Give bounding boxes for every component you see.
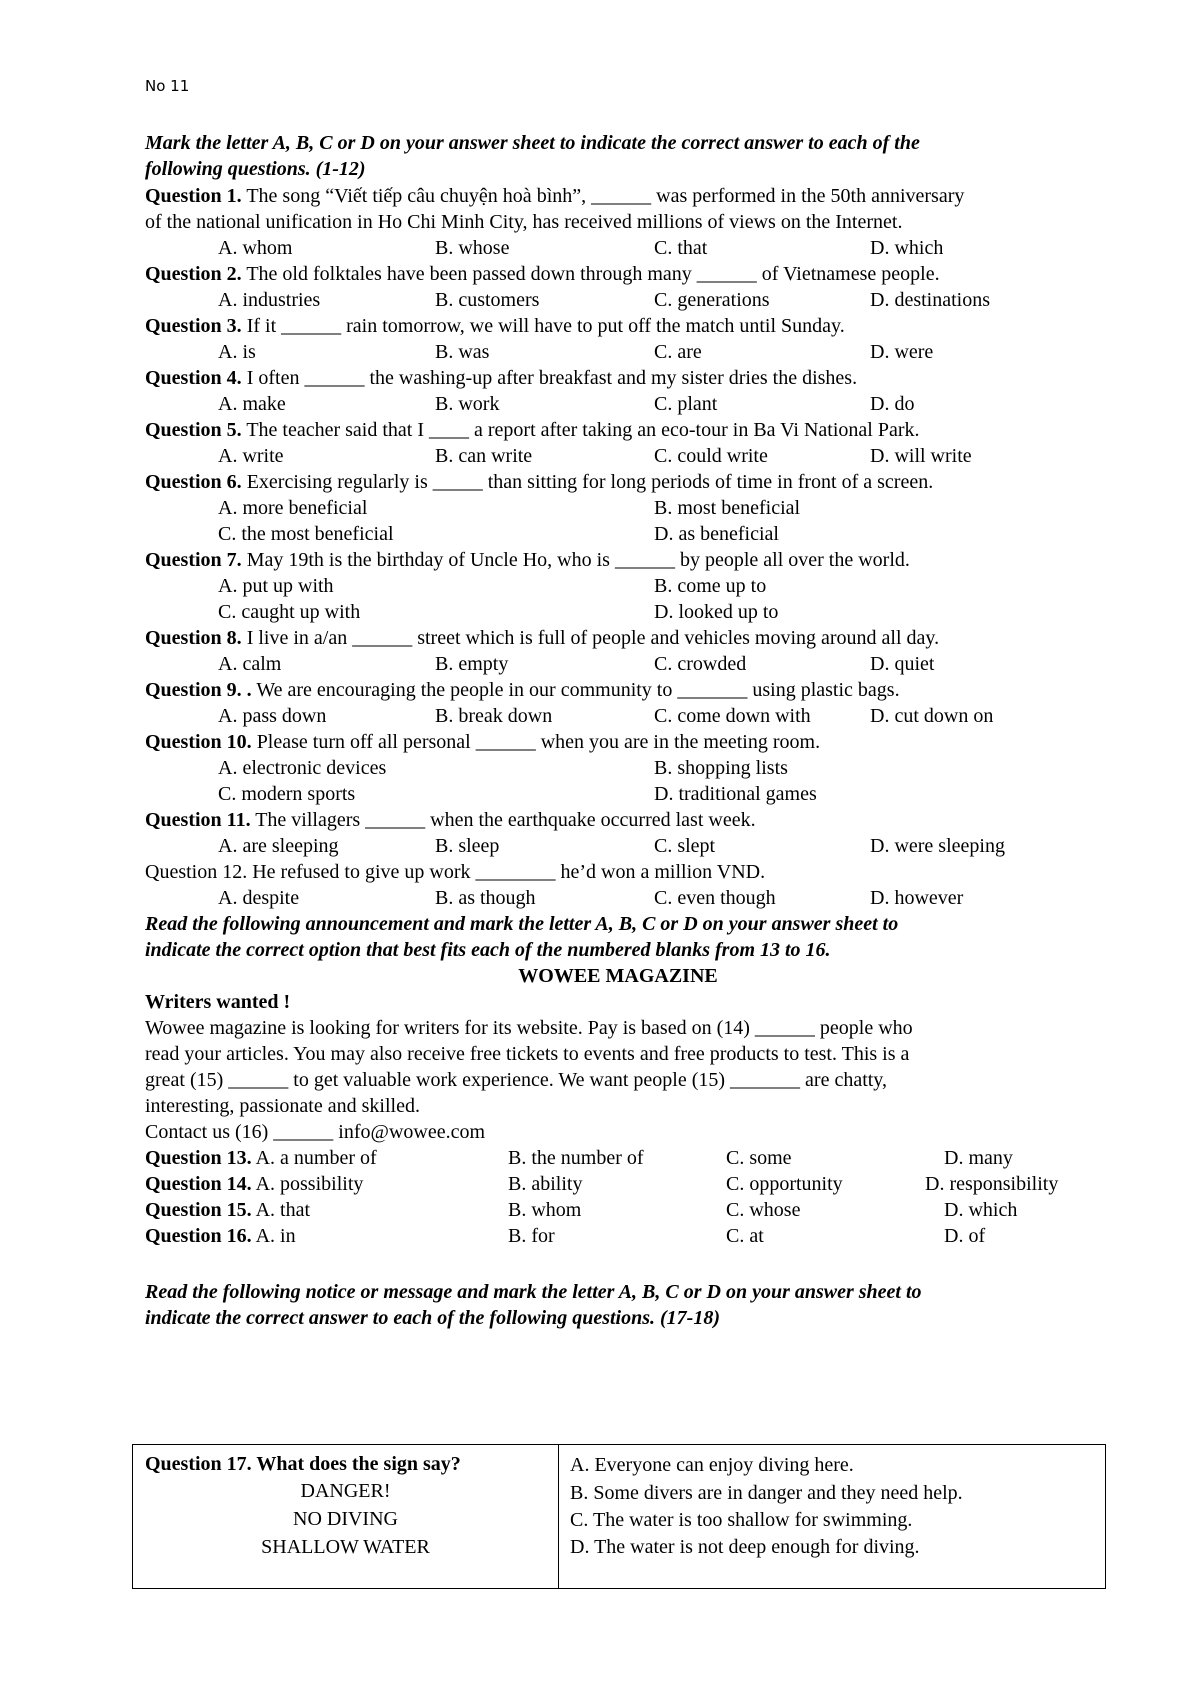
option-b: B. customers xyxy=(435,289,540,311)
question-number: Question 14. xyxy=(145,1173,252,1195)
option-d: D. of xyxy=(944,1225,986,1247)
sign-line-danger: DANGER! xyxy=(300,1480,391,1502)
question-text: I live in a/an ______ street which is full of people and vehicles moving around all day. xyxy=(241,627,940,649)
question-5 xyxy=(145,418,920,442)
question-number: Question 8. xyxy=(145,627,242,649)
option-d: D. many xyxy=(944,1147,1013,1169)
option-d: D. The water is not deep enough for diving. xyxy=(570,1536,920,1558)
option-b: B. can write xyxy=(435,445,533,467)
option-c: C. that xyxy=(654,237,708,259)
ad-subtitle: Writers wanted ! xyxy=(145,991,291,1013)
question-number: Question 11. xyxy=(145,809,251,831)
question-7 xyxy=(145,548,910,572)
option-d: D. were xyxy=(870,341,934,363)
option-d: D. quiet xyxy=(870,653,935,675)
option-a: A. put up with xyxy=(218,575,334,597)
option-b: B. was xyxy=(435,341,490,363)
option-d: D. responsibility xyxy=(925,1173,1059,1195)
option-c: C. generations xyxy=(654,289,770,311)
option-c: C. some xyxy=(726,1147,792,1169)
option-c: C. are xyxy=(654,341,702,363)
option-c: C. slept xyxy=(654,835,716,857)
sign-line-shallow-water: SHALLOW WATER xyxy=(261,1536,430,1558)
option-a: A. possibility xyxy=(251,1173,364,1195)
option-a: A. is xyxy=(218,341,256,363)
ad-contact-line: Contact us (16) ______ info@wowee.com xyxy=(145,1121,486,1143)
question-number: Question 4. xyxy=(145,367,242,389)
section3-instruction-line2: indicate the correct answer to each of the following questions. (17-18) xyxy=(145,1307,720,1329)
magazine-title: WOWEE MAGAZINE xyxy=(518,965,718,987)
option-d: D. which xyxy=(944,1199,1018,1221)
question-number: Question 9. . xyxy=(145,679,252,701)
option-b: B. as though xyxy=(435,887,536,909)
question-17-table xyxy=(132,1444,1106,1589)
question-text: We are encouraging the people in our community to _______ using plastic bags. xyxy=(251,679,900,701)
question-number: Question 2. xyxy=(145,263,242,285)
option-c: C. at xyxy=(726,1225,764,1247)
question-2 xyxy=(145,262,940,286)
option-a: A. industries xyxy=(218,289,321,311)
question-14 xyxy=(145,1172,363,1196)
option-a: A. a number of xyxy=(251,1147,377,1169)
section2-instruction-line2: indicate the correct option that best fits each of the numbered blanks from 13 to 16. xyxy=(145,939,831,961)
section1-instruction-line1: Mark the letter A, B, C or D on your answer sheet to indicate the correct answer to each of the xyxy=(145,132,920,154)
option-a: A. more beneficial xyxy=(218,497,368,519)
question-17-prompt: Question 17. What does the sign say? xyxy=(145,1453,461,1475)
question-text: The song “Viết tiếp câu chuyện hoà bình”, ______ was performed in the 50th anniversary xyxy=(241,185,965,207)
option-a: A. despite xyxy=(218,887,300,909)
question-6 xyxy=(145,470,933,494)
question-1-text-cont: of the national unification in Ho Chi Minh City, has received millions of views on the Internet. xyxy=(145,211,903,233)
option-a: A. that xyxy=(251,1199,311,1221)
question-number: Question 13. xyxy=(145,1147,252,1169)
option-b: B. shopping lists xyxy=(654,757,788,779)
option-c: C. crowded xyxy=(654,653,747,675)
question-3 xyxy=(145,314,845,338)
question-text: The villagers ______ when the earthquake occurred last week. xyxy=(250,809,756,831)
option-b: B. come up to xyxy=(654,575,767,597)
question-text: I often ______ the washing-up after breakfast and my sister dries the dishes. xyxy=(241,367,858,389)
question-number: Question 6. xyxy=(145,471,242,493)
question-text: The old folktales have been passed down through many ______ of Vietnamese people. xyxy=(241,263,940,285)
option-d: D. which xyxy=(870,237,944,259)
sign-line-no-diving: NO DIVING xyxy=(293,1508,398,1530)
option-c: C. plant xyxy=(654,393,718,415)
option-d: D. destinations xyxy=(870,289,990,311)
option-c: C. The water is too shallow for swimming. xyxy=(570,1509,913,1531)
question-8 xyxy=(145,626,939,650)
option-d: D. as beneficial xyxy=(654,523,779,545)
option-a: A. electronic devices xyxy=(218,757,387,779)
question-number: Question 15. xyxy=(145,1199,252,1221)
question-number: Question 16. xyxy=(145,1225,252,1247)
option-c: C. could write xyxy=(654,445,768,467)
question-number: Question 1. xyxy=(145,185,242,207)
question-number: Question 5. xyxy=(145,419,242,441)
option-c: C. opportunity xyxy=(726,1173,843,1195)
ad-paragraph-line2: read your articles. You may also receive free tickets to events and free products to test. This is a xyxy=(145,1043,910,1065)
question-number: Question 10. xyxy=(145,731,252,753)
ad-paragraph-line3: great (15) ______ to get valuable work experience. We want people (15) _______ are chatty, xyxy=(145,1069,888,1091)
option-d: D. looked up to xyxy=(654,601,779,623)
question-1 xyxy=(145,184,964,208)
question-15 xyxy=(145,1198,310,1222)
option-b: B. ability xyxy=(508,1173,583,1195)
question-13 xyxy=(145,1146,377,1170)
option-b: B. most beneficial xyxy=(654,497,801,519)
question-number: Question 3. xyxy=(145,315,242,337)
question-4 xyxy=(145,366,857,390)
option-a: A. pass down xyxy=(218,705,327,727)
option-d: D. traditional games xyxy=(654,783,817,805)
option-b: B. empty xyxy=(435,653,509,675)
option-d: D. will write xyxy=(870,445,972,467)
option-d: D. however xyxy=(870,887,964,909)
ad-paragraph-line1: Wowee magazine is looking for writers for its website. Pay is based on (14) ______ people who xyxy=(145,1017,913,1039)
option-c: C. whose xyxy=(726,1199,801,1221)
option-b: B. for xyxy=(508,1225,555,1247)
section1-instruction-line2: following questions. (1-12) xyxy=(145,158,366,180)
option-a: A. are sleeping xyxy=(218,835,339,857)
option-a: A. calm xyxy=(218,653,282,675)
question-number: Question 7. xyxy=(145,549,242,571)
section2-instruction-line1: Read the following announcement and mark the letter A, B, C or D on your answer sheet to xyxy=(145,913,899,935)
option-c: C. caught up with xyxy=(218,601,361,623)
option-b: B. whose xyxy=(435,237,510,259)
table-divider xyxy=(558,1445,559,1588)
question-text: Exercising regularly is _____ than sitting for long periods of time in front of a screen. xyxy=(241,471,934,493)
question-12: Question 12. He refused to give up work ________ he’d won a million VND. xyxy=(145,861,766,883)
option-b: B. the number of xyxy=(508,1147,644,1169)
ad-paragraph-line4: interesting, passionate and skilled. xyxy=(145,1095,420,1117)
option-c: C. come down with xyxy=(654,705,811,727)
question-11 xyxy=(145,808,756,832)
option-a: A. make xyxy=(218,393,286,415)
option-a: A. write xyxy=(218,445,284,467)
option-a: A. in xyxy=(251,1225,296,1247)
question-text: May 19th is the birthday of Uncle Ho, who is ______ by people all over the world. xyxy=(241,549,910,571)
option-b: B. Some divers are in danger and they need help. xyxy=(570,1482,963,1504)
question-10 xyxy=(145,730,820,754)
question-16 xyxy=(145,1224,296,1248)
section3-instruction-line1: Read the following notice or message and mark the letter A, B, C or D on your answer sheet to xyxy=(145,1281,922,1303)
exam-number: No 11 xyxy=(145,77,190,95)
question-9 xyxy=(145,678,900,702)
option-d: D. do xyxy=(870,393,915,415)
option-b: B. work xyxy=(435,393,500,415)
question-text: The teacher said that I ____ a report after taking an eco-tour in Ba Vi National Park. xyxy=(241,419,920,441)
question-text: If it ______ rain tomorrow, we will have to put off the match until Sunday. xyxy=(241,315,845,337)
option-b: B. sleep xyxy=(435,835,500,857)
option-b: B. break down xyxy=(435,705,553,727)
question-text: Please turn off all personal ______ when you are in the meeting room. xyxy=(251,731,821,753)
option-d: D. were sleeping xyxy=(870,835,1005,857)
option-b: B. whom xyxy=(508,1199,582,1221)
option-c: C. even though xyxy=(654,887,776,909)
option-c: C. the most beneficial xyxy=(218,523,394,545)
option-a: A. Everyone can enjoy diving here. xyxy=(570,1454,854,1476)
option-d: D. cut down on xyxy=(870,705,994,727)
option-a: A. whom xyxy=(218,237,293,259)
option-c: C. modern sports xyxy=(218,783,356,805)
